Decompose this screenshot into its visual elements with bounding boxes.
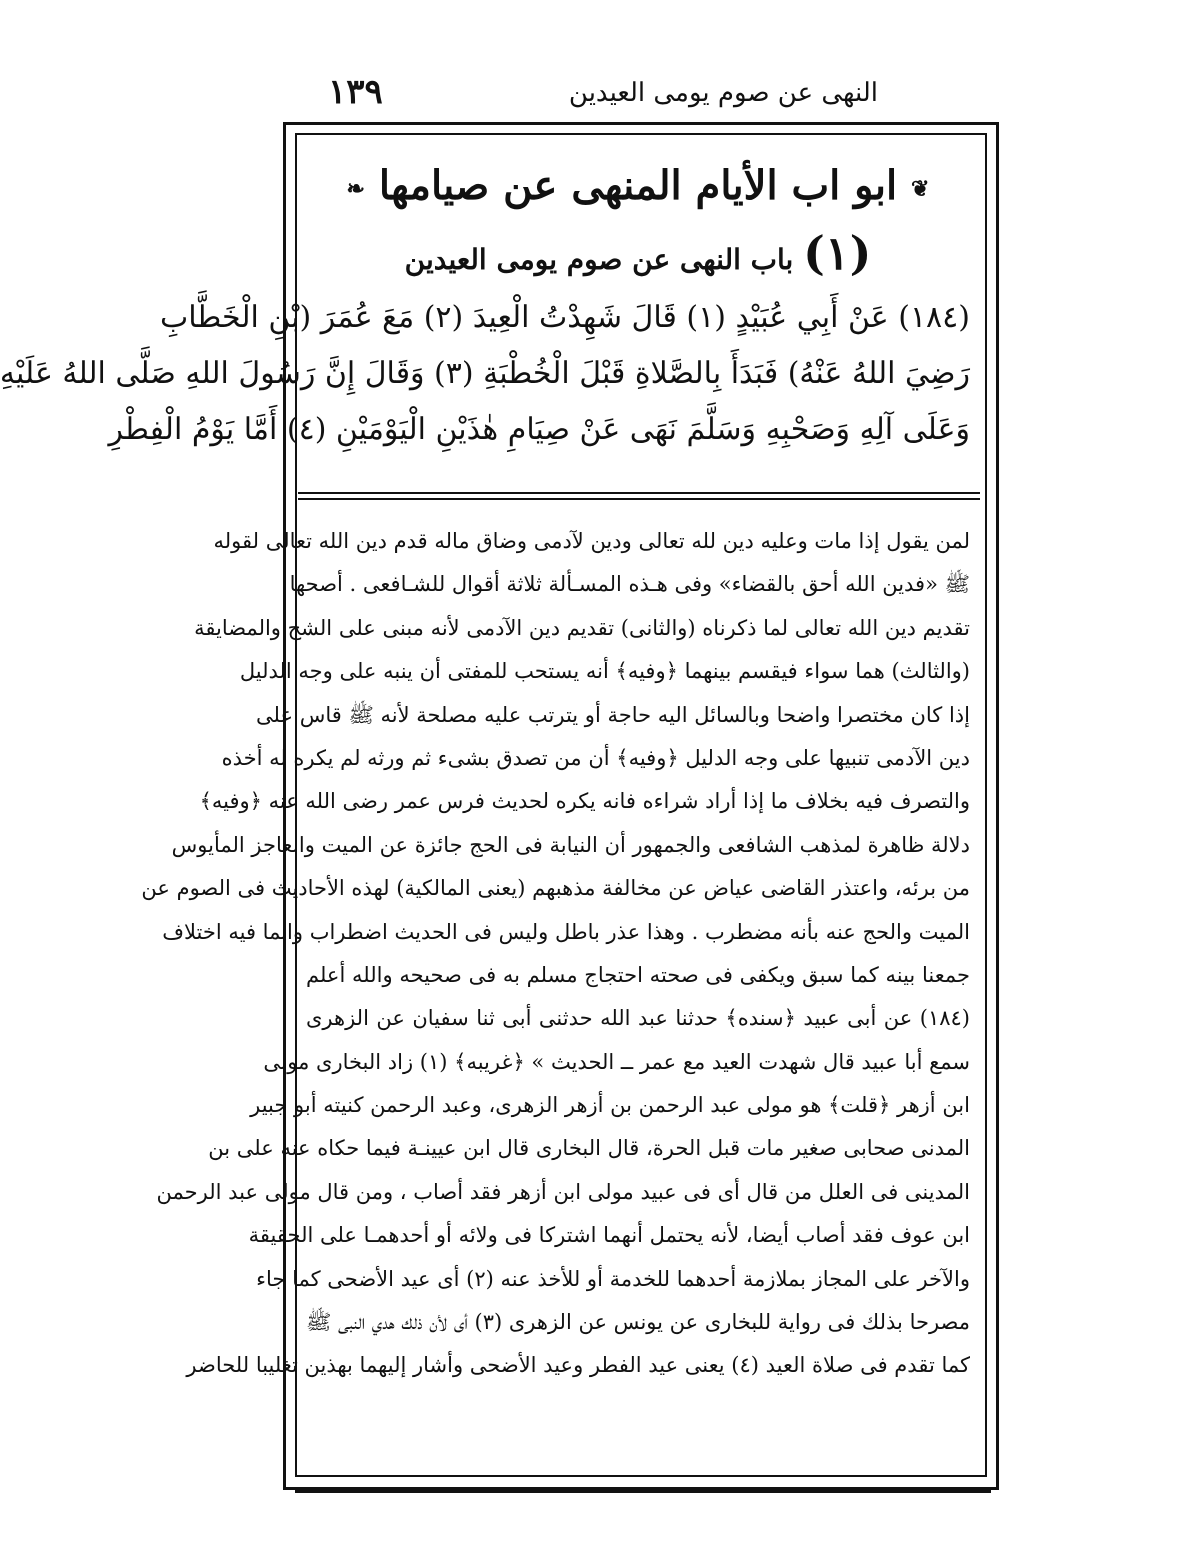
- ornament-left-icon: ❧: [346, 176, 365, 202]
- commentary-line: ﷺ «فدين الله أحق بالقضاء» وفى هـذه المسـألة ثلاثة أقوال للشـافعى . أصحها: [289, 572, 970, 597]
- commentary-line: دين الآدمى تنبيها على وجه الدليل ﴿وفيه﴾ أن من تصدق بشىء ثم ورثه لم يكره له أخذه: [221, 745, 970, 770]
- commentary-line: جمعنا بينه كما سبق ويكفى فى صحته احتجاج مسلم به فى صحيحه والله أعلم: [306, 962, 970, 987]
- running-title: النهى عن صوم يومى العيدين: [568, 78, 878, 108]
- commentary-line: الميت والحج عنه بأنه مضطرب . وهذا عذر باطل وليس فى الحديث اضطراب وانما فيه اختلاف: [162, 919, 970, 944]
- commentary-text: [141, 520, 970, 1388]
- page-frame-bottom-rule: [295, 1490, 991, 1493]
- commentary-line: سمع أبا عبيد قال شهدت العيد مع عمر ــ الحديث » ﴿غريبه﴾ (١) زاد البخارى مولى: [263, 1049, 970, 1074]
- commentary-line: (والثالث) هما سواء فيقسم بينهما ﴿وفيه﴾ أنه يستحب للمفتى أن ينبه على وجه الدليل: [239, 659, 970, 684]
- running-header: [328, 70, 888, 120]
- hadith-text: [0, 290, 970, 458]
- commentary-line: (١٨٤) عن أبى عبيد ﴿سنده﴾ حدثنا عبد الله حدثنى أبى ثنا سفيان عن الزهرى: [306, 1006, 970, 1031]
- page-number: ١٣٩: [328, 72, 383, 112]
- separator-rule: [298, 492, 980, 494]
- commentary-line: تقديم دين الله تعالى لما ذكرناه (والثانى) تقديم دين الآدمى لأنه مبنى على الشح والمضايقة: [194, 615, 970, 640]
- commentary-line: كما تقدم فى صلاة العيد (٤) يعنى عيد الفطر وعيد الأضحى وأشار إليهما بهذين تغليبا للحاضر: [186, 1353, 970, 1378]
- ornament-right-icon: ❦: [911, 176, 930, 202]
- chapter-number: (١): [803, 226, 872, 280]
- commentary-line: المدينى فى العلل من قال أى فى عبيد مولى ابن أزهر فقد أصاب ، ومن قال مولى عبد الرحمن: [156, 1179, 970, 1204]
- commentary-line: دلالة ظاهرة لمذهب الشافعى والجمهور أن النيابة فى الحج جائزة عن الميت والعاجز المأيوس: [171, 832, 970, 857]
- hadith-line: وَعَلَى آلِهِ وَصَحْبِهِ وَسَلَّمَ نَهَى عَنْ صِيَامِ هٰذَيْنِ الْيَوْمَيْنِ (٤) أَمَّا يَوْمُ الْفِطْرِ: [108, 412, 970, 447]
- commentary-line: لمن يقول إذا مات وعليه دين لله تعالى ودين لآدمى وضاق ماله قدم دين الله تعالى لقوله: [213, 529, 970, 553]
- hadith-line: (١٨٤) عَنْ أَبِي عُبَيْدٍ (١) قَالَ شَهِدْتُ الْعِيدَ (٢) مَعَ عُمَرَ (بْنِ الْخَطَّابِ: [160, 300, 970, 335]
- commentary-line: المدنى صحابى صغير مات قبل الحرة، قال البخارى قال ابن عيينـة فيما حكاه عنه على بن: [208, 1136, 970, 1161]
- chapter-label: باب النهى عن صوم يومى العيدين: [404, 243, 794, 276]
- commentary-line: مصرحا بذلك فى رواية للبخارى عن يونس عن الزهرى (٣) أى لأن ذلك هدي النبى ﷺ: [306, 1310, 970, 1335]
- separator-rule: [298, 498, 980, 500]
- section-title: [303, 160, 973, 215]
- chapter-title: [303, 228, 973, 285]
- hadith-line: رَضِيَ اللهُ عَنْهُ) فَبَدَأَ بِالصَّلاةِ قَبْلَ الْخُطْبَةِ (٣) وَقَالَ إِنَّ رَسُولَ اللهِ صَلَّى اللهُ عَلَيْهِ: [0, 356, 970, 391]
- commentary-line: والآخر على المجاز بملازمة أحدهما للخدمة أو للأخذ عنه (٢) أى عيد الأضحى كما جاء: [256, 1266, 970, 1291]
- commentary-line: ابن أزهر ﴿قلت﴾ هو مولى عبد الرحمن بن أزهر الزهرى، وعبد الرحمن كنيته أبو جبير: [250, 1093, 970, 1118]
- commentary-line: والتصرف فيه بخلاف ما إذا أراد شراءه فانه يكره لحديث فرس عمر رضى الله عنه ﴿وفيه﴾: [199, 789, 970, 814]
- section-title-text: ابو اب الأيام المنهى عن صيامها: [378, 162, 898, 209]
- commentary-line: ابن عوف فقد أصاب أيضا، لأنه يحتمل أنهما اشتركا فى ولائه أو أحدهمـا على الحقيقة: [248, 1223, 970, 1248]
- commentary-line: من برئه، واعتذر القاضى عياض عن مخالفة مذهبهم (يعنى المالكية) لهذه الأحاديث فى الصوم عن: [141, 876, 970, 901]
- commentary-line: إذا كان مختصرا واضحا وبالسائل اليه حاجة أو يترتب عليه مصلحة لأنه ﷺ قاس على: [256, 702, 970, 727]
